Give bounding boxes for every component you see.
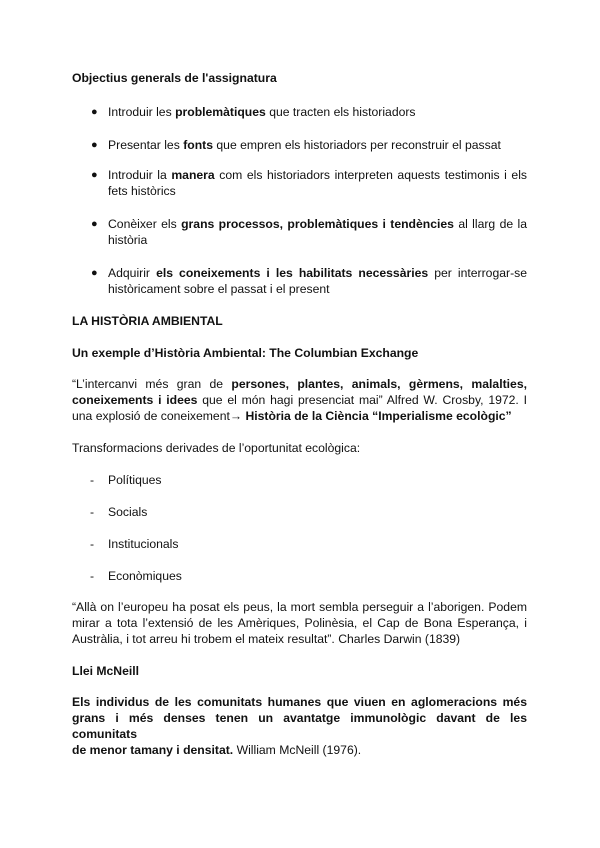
mcneill-law: Els individus de les comunitats humanes que viuen en aglomeracions més grans i més denses tenen un avantatge immunològic davant de les comunitats de menor tamany i densitat. William McNeill (1976). [72, 695, 527, 757]
dash-marker: - [90, 537, 95, 551]
bullet-icon: ● [91, 218, 98, 230]
darwin-quote: “Allà on l’europeu ha posat els peus, la mort sembla perseguir a l’aborigen. Podem mirar a tota l’extensió de les Amèriques, Polinèsia, el Cap de Bona Esperança, i Austràlia, i tot arreu hi trobem el mateix resultat”. Charles Darwin (1839) [72, 600, 527, 646]
bullet-icon: ● [91, 267, 98, 279]
transformations-intro: Transformacions derivades de l’oportunitat ecològica: [72, 441, 361, 455]
example-heading: Un exemple d’Història Ambiental: The Columbian Exchange [72, 346, 419, 360]
crosby-quote: “L’intercanvi més gran de persones, plantes, animals, gèrmens, malalties, coneixements i idees que el món hagi presenciat mai” Alfred W. Crosby, 1972. I una explosió de coneixement→ Història de la Ciència “Imperialisme ecològic” [72, 377, 527, 423]
objectives-heading: Objectius generals de l'assignatura [72, 71, 277, 85]
bullet-icon: ● [91, 169, 98, 181]
bullet-icon: ● [91, 139, 98, 151]
dash-marker: - [90, 569, 95, 583]
bullet-icon: ● [91, 106, 98, 118]
mcneill-heading: Llei McNeill [72, 664, 140, 678]
dash-marker: - [90, 473, 95, 487]
dash-marker: - [90, 505, 95, 519]
section-title: LA HISTÒRIA AMBIENTAL [72, 314, 223, 328]
